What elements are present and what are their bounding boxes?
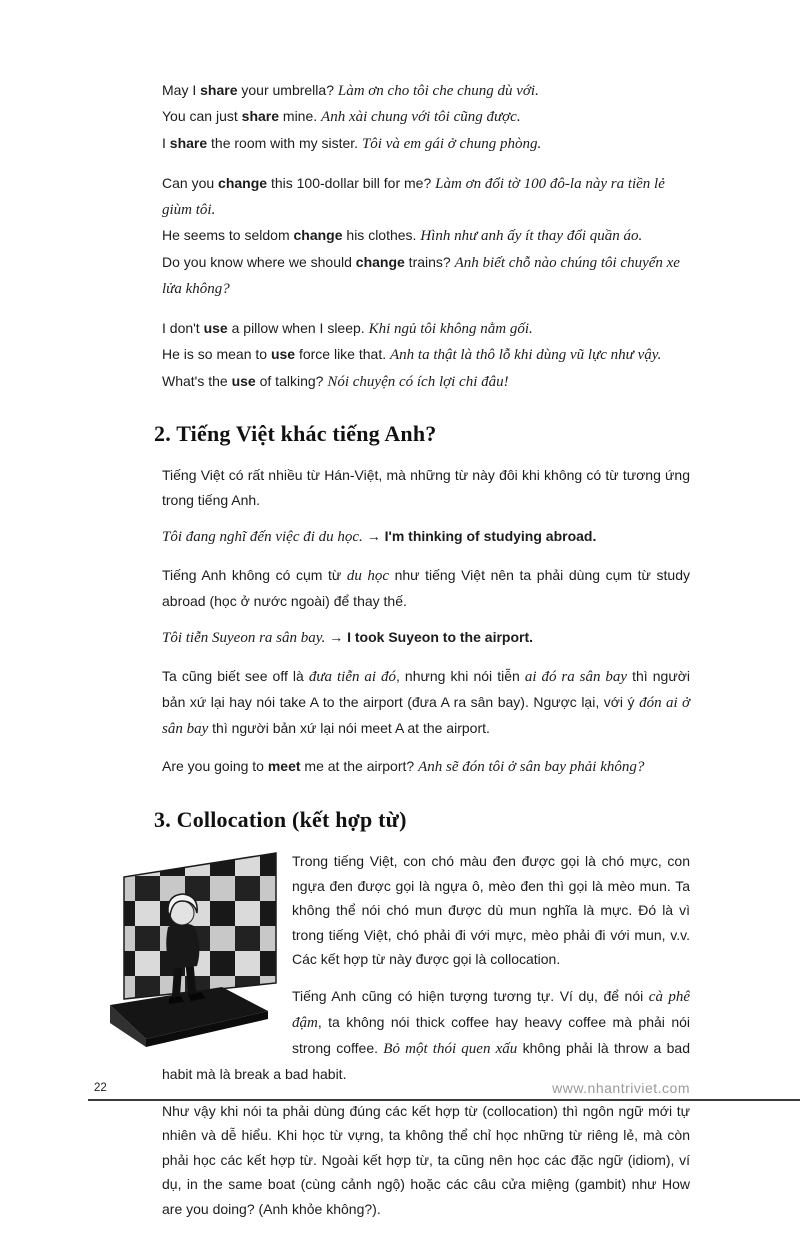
text-run: He is so mean to [162, 346, 271, 363]
text-run: , ta không nói thick coffee hay heavy coffee mà phải nói strong coffee. [292, 1013, 690, 1056]
text-run: You can just [162, 108, 242, 125]
paragraph [162, 563, 690, 614]
text-run: of talking? [255, 372, 328, 389]
text-run: đón ai ở sân bay [162, 694, 690, 737]
text-run: change [293, 227, 343, 244]
collocation-section-body [162, 849, 690, 1221]
text-run: use [231, 372, 256, 389]
text-run: I don't [162, 320, 204, 336]
text-run: Tôi đang nghĩ đến việc đi du học. [162, 529, 363, 546]
text-run: change [355, 253, 405, 270]
text-run: → [325, 629, 348, 646]
example-group-share [162, 78, 690, 157]
example-sentence [162, 223, 690, 249]
text-run: your umbrella? [237, 82, 338, 98]
section-heading-2: 2. Tiếng Việt khác tiếng Anh? [154, 420, 437, 446]
page-number: 22 [94, 1082, 107, 1094]
text-run: Anh sẽ đón tôi ở sân bay phải không? [418, 759, 645, 776]
text-run: I [162, 134, 170, 151]
text-run: Tôi tiễn Suyeon ra sân bay. [162, 630, 326, 647]
text-run: Tôi và em gái ở chung phòng. [361, 135, 542, 152]
text-run: mine. [279, 108, 322, 125]
text-run: Anh ta thật là thô lỗ khi dùng vũ lực như vậy. [390, 347, 662, 364]
text-run: đưa tiễn ai đó [308, 668, 396, 685]
page-content [154, 78, 690, 1233]
text-run: this 100-dollar bill for me? [267, 174, 436, 191]
text-run: What's the [162, 372, 232, 389]
text-run: Bỏ một thói quen xấu [383, 1041, 518, 1057]
checkered-wall [124, 853, 276, 999]
example-sentence [162, 316, 690, 342]
text-run: , nhưng khi nói tiễn [395, 667, 525, 684]
text-run: share [200, 82, 238, 98]
example-sentence [162, 342, 690, 368]
text-run: Do you know where we should [162, 253, 356, 270]
footer-rule [88, 1099, 800, 1101]
text-run: I took Suyeon to the airport. [347, 629, 534, 646]
text-run: a pillow when I sleep. [227, 320, 369, 336]
text-run: ai đó ra sân bay [524, 668, 628, 685]
text-run: cà phê đậm [292, 988, 690, 1031]
text-run: → [362, 528, 385, 545]
text-run: I'm thinking of studying abroad. [384, 528, 597, 545]
text-run: như tiếng Việt nên ta phải dùng cụm từ study abroad (học ở nước ngoài) để thay thế. [162, 566, 690, 609]
text-run: thì người bản xứ lại hay nói take A to the airport (đưa A ra sân bay). Ngược lại, với ý [162, 667, 690, 710]
text-run: thì người bản xứ lại nói meet A at the airport. [208, 720, 490, 736]
paragraph [162, 664, 690, 743]
text-run: Anh biết chỗ nào chúng tôi chuyển xe lửa không? [162, 254, 680, 297]
text-run: Như vậy khi nói ta phải dùng đúng các kết hợp từ (collocation) thì ngôn ngữ mới tự nhiên và dễ hiểu. Khi học từ vựng, ta không thể chỉ học những từ riêng lẻ, mà còn phải học các kết hợp từ. Ngoài kết hợp từ, ta cũng nên học các đặc ngữ (idiom), ví dụ, in the same boat (cùng cảnh ngộ) hoặc các câu cửa miệng (gambit) như How are you doing? (Anh khỏe không?). [162, 1102, 690, 1217]
page-footer [0, 1082, 800, 1112]
example-sentence [162, 131, 690, 157]
example-sentence [162, 171, 690, 224]
person-at-checkered-wall-illustration [110, 851, 278, 1047]
example-group-use [162, 316, 690, 395]
text-run: force like that. [295, 346, 390, 363]
example-sentence [162, 104, 690, 130]
section-heading-3: 3. Collocation (kết hợp từ) [154, 806, 407, 832]
example-sentence [162, 250, 690, 303]
text-run: Tiếng Anh không có cụm từ [162, 566, 347, 583]
text-run: share [241, 108, 280, 125]
text-run: Anh xài chung với tôi cũng được. [321, 109, 521, 126]
text-run: không phải là throw a bad habit mà là break a bad habit. [162, 1040, 690, 1083]
text-run: share [169, 134, 208, 151]
example-sentence [162, 754, 690, 780]
text-run: trains? [404, 253, 455, 270]
text-run: Nói chuyện có ích lợi chi đâu! [327, 373, 509, 390]
paragraph [162, 463, 690, 512]
text-run: the room with my sister. [207, 134, 362, 151]
text-run: Khi ngủ tôi không nằm gối. [368, 321, 533, 337]
example-translation-line [162, 625, 690, 651]
text-run: He seems to seldom [162, 227, 294, 244]
text-run: Hình như anh ấy ít thay đổi quần áo. [420, 228, 643, 245]
example-group-change [162, 171, 690, 302]
illustration-svg [110, 851, 278, 1047]
example-sentence [162, 369, 690, 395]
example-translation-line [162, 524, 690, 550]
text-run: May I [162, 82, 201, 98]
text-run: Are you going to [162, 758, 268, 775]
text-run: Can you [162, 174, 219, 191]
publisher-website: www.nhantriviet.com [552, 1080, 690, 1096]
text-run: du học [346, 567, 389, 584]
text-run: use [203, 320, 228, 336]
example-sentence [162, 78, 690, 104]
text-run: use [270, 346, 296, 363]
paragraph [162, 1099, 690, 1222]
text-run: Ta cũng biết see off là [162, 667, 309, 684]
text-run: Tiếng Việt có rất nhiều từ Hán-Việt, mà những từ này đôi khi không có từ tương ứng trong tiếng Anh. [162, 467, 690, 508]
text-run: Làm ơn đổi tờ 100 đô-la này ra tiền lẻ giùm tôi. [162, 175, 665, 218]
text-run: me at the airport? [300, 758, 419, 775]
text-run: change [218, 174, 268, 191]
text-run: his clothes. [342, 227, 421, 244]
text-run: Tiếng Anh cũng có hiện tượng tương tự. Ví dụ, để nói [292, 987, 649, 1004]
text-run: meet [267, 758, 301, 775]
text-run: Làm ơn cho tôi che chung dù với. [337, 83, 539, 99]
text-run: Trong tiếng Việt, con chó màu đen được gọi là chó mực, con ngựa đen được gọi là ngựa ô, mèo đen thì gọi là mèo mun. Ta không thể nói chó mun được dù mun nghĩa là mực. Đó là vì trong tiếng Việt, chó phải đi với mực, mèo phải đi với mun, v.v. Các kết hợp từ này được gọi là collocation. [292, 853, 690, 967]
